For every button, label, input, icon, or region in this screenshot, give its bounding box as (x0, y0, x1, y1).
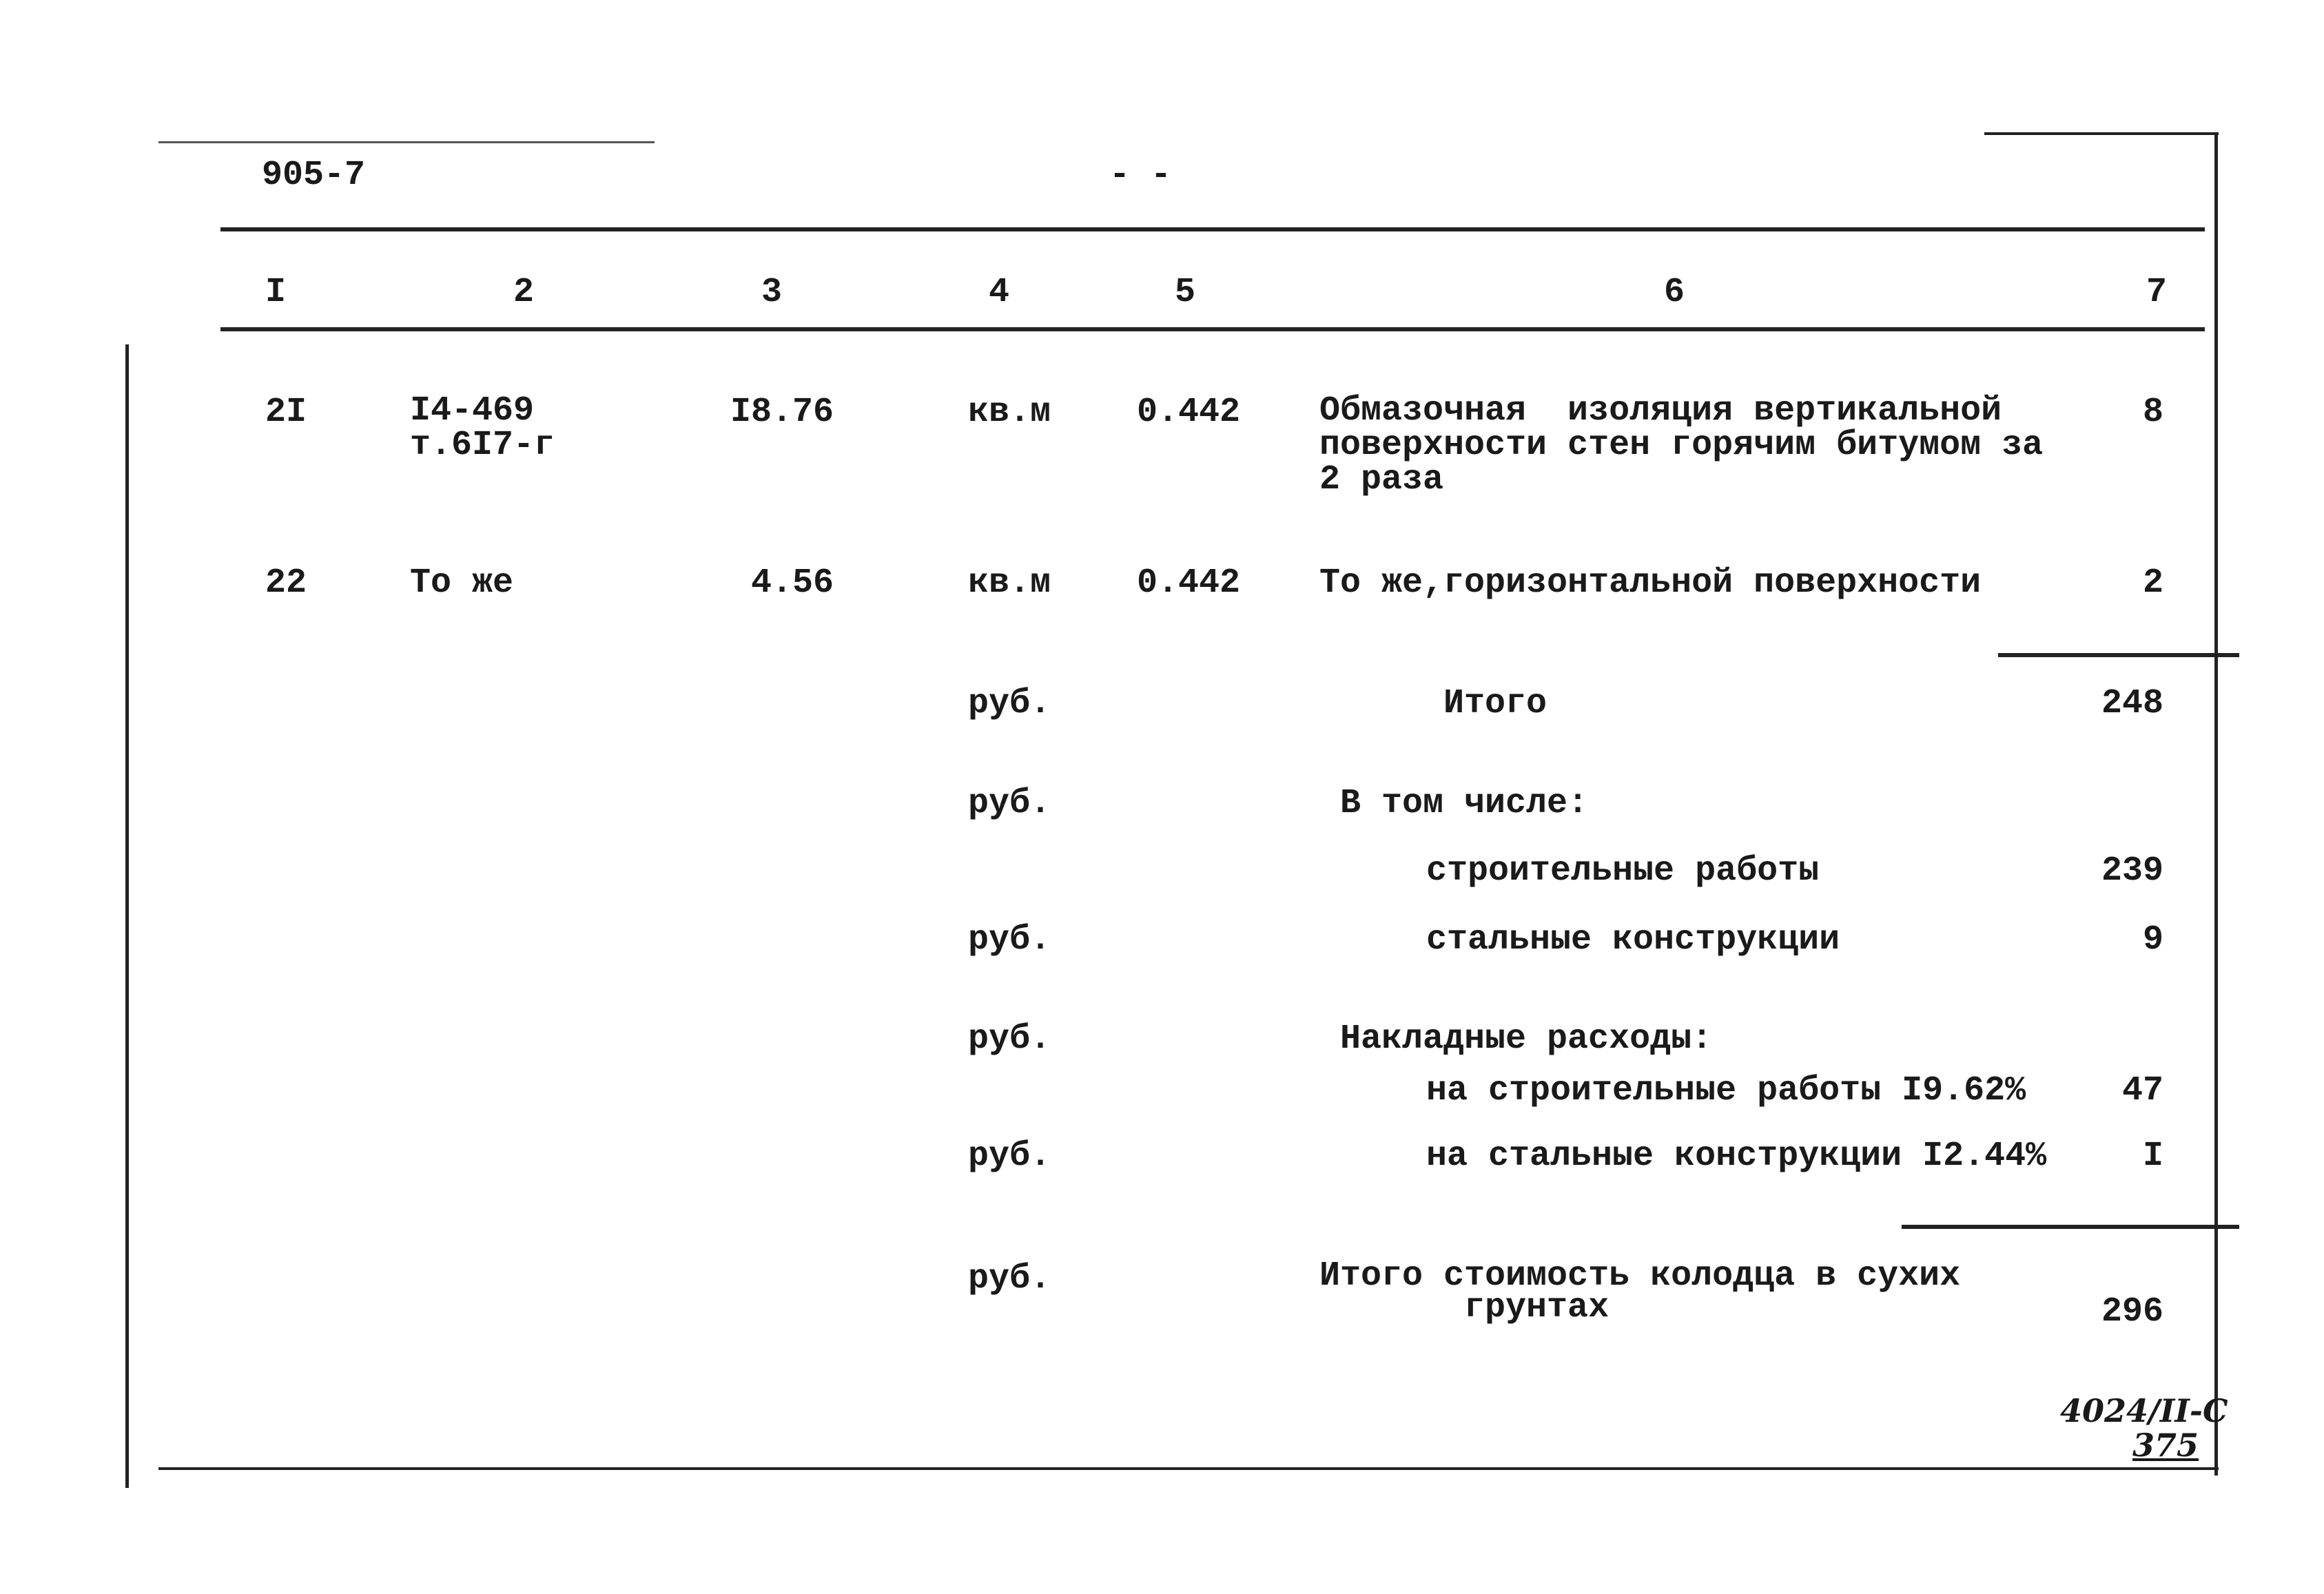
table-row-quantity: 0.442 (1137, 563, 1241, 603)
subtotal-rule (1902, 1225, 2239, 1229)
header-bottom-rule (220, 327, 2205, 331)
right-border (2214, 132, 2218, 1476)
table-row-code: То же (410, 563, 514, 603)
table-row-unit: кв.м (968, 563, 1051, 603)
document-code: 905-7 (262, 156, 366, 195)
left-border (125, 344, 129, 1488)
summary-including-label: В том числе: (1340, 784, 1589, 823)
table-row-price: I8.76 (730, 393, 834, 432)
summary-unit: руб. (968, 1019, 1051, 1059)
table-row-cost: 2 (2142, 563, 2163, 603)
summary-grand-total-label: Итого стоимость колодца в сухих грунтах (1319, 1256, 1961, 1327)
column-number-1: I (265, 273, 286, 312)
table-row-price: 4.56 (750, 563, 834, 603)
summary-construction-value: 239 (2101, 851, 2163, 891)
page-marks: - - (1109, 156, 1172, 195)
summary-total-label: Итого (1443, 684, 1547, 723)
summary-overhead-steel-label: на стальные конструкции I2.44% (1426, 1137, 2047, 1176)
summary-overhead-construction-value: 47 (2121, 1071, 2163, 1110)
summary-steel-label: стальные конструкции (1426, 920, 1840, 960)
table-row-number: 22 (265, 563, 307, 603)
top-scan-edge (158, 141, 655, 143)
table-row-cost: 8 (2142, 393, 2163, 432)
summary-overhead-construction-label: на строительные работы I9.62% (1426, 1071, 2026, 1110)
summary-steel-value: 9 (2142, 920, 2163, 960)
column-number-5: 5 (1174, 273, 1195, 312)
summary-overhead-steel-value: I (2142, 1137, 2163, 1176)
top-scan-edge-right (1984, 132, 2219, 135)
summary-total-value: 248 (2101, 684, 2163, 723)
total-rule (1998, 653, 2239, 657)
table-row-unit: кв.м (968, 393, 1051, 432)
table-row-quantity: 0.442 (1137, 393, 1241, 432)
table-row-description: То же,горизонтальной поверхности (1319, 563, 1982, 603)
summary-overhead-label: Накладные расходы: (1340, 1019, 1713, 1059)
summary-unit: руб. (968, 684, 1051, 723)
column-number-2: 2 (513, 273, 534, 312)
bottom-rule (158, 1467, 2219, 1470)
page-number: 375 (2132, 1427, 2199, 1464)
summary-grand-total-value: 296 (2101, 1292, 2163, 1332)
header-top-rule (220, 227, 2205, 231)
summary-construction-label: строительные работы (1426, 851, 1820, 891)
summary-unit: руб. (968, 784, 1051, 823)
archive-stamp-number: 4024/II-C (2060, 1392, 2228, 1429)
column-number-3: 3 (761, 273, 782, 312)
column-number-7: 7 (2146, 273, 2167, 312)
summary-unit: руб. (968, 1137, 1051, 1176)
summary-unit: руб. (968, 920, 1051, 960)
column-number-6: 6 (1663, 273, 1685, 312)
summary-unit: руб. (968, 1259, 1051, 1298)
table-row-number: 2I (265, 393, 307, 432)
column-number-4: 4 (988, 273, 1009, 312)
table-row-description: Обмазочная изоляция вертикальной поверхности стен горячим битумом за 2 раза (1319, 391, 2044, 499)
table-row-code: I4-469 т.6I7-г (410, 391, 555, 465)
